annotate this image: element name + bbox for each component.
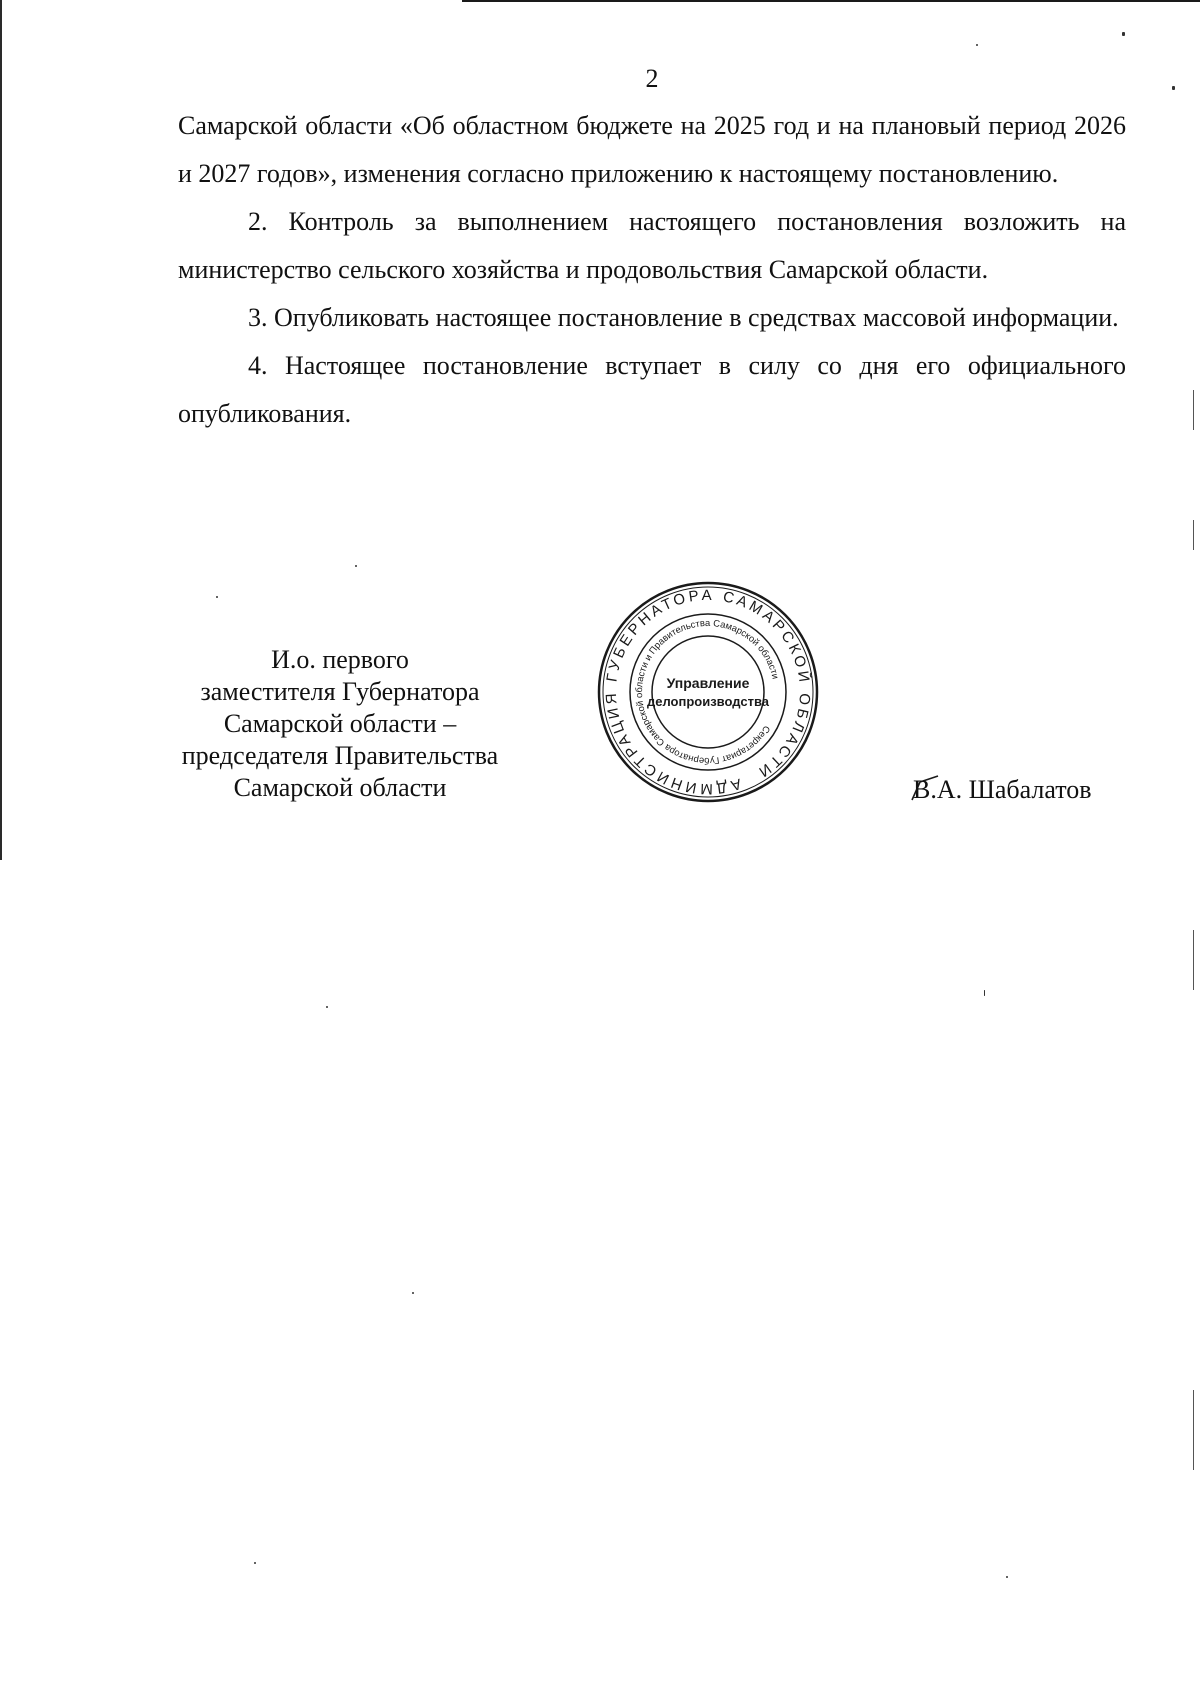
seal-outer-ring-textpath: АДМИНИСТРАЦИЯ ГУБЕРНАТОРА САМАРСКОЙ ОБЛАСТИ: [602, 586, 814, 798]
seal-inner-ring-textpath: Секретариат Губернатора Самарской области и Правительства Самарской области: [632, 616, 782, 768]
scan-edge-top: [462, 0, 1200, 2]
paragraph-continuation: Самарской области «Об областном бюджете на 2025 год и на плановый период 2026 и 2027 годов», изменения согласно приложению к настоящему постановлению.: [178, 111, 1126, 188]
scan-speck: [412, 1292, 414, 1294]
document-body: [178, 102, 1126, 438]
paragraph-4: 4. Настоящее постановление вступает в силу со дня его официального опубликования.: [178, 351, 1126, 428]
signer-name: В.А. Шабалатов: [913, 775, 1092, 804]
paragraph-3: 3. Опубликовать настоящее постановление в средствах массовой информации.: [248, 303, 1119, 332]
scan-speck: [216, 596, 218, 598]
scan-edge-right-4: [1193, 1390, 1194, 1470]
signatory-position-line: заместителя Губернатора: [200, 677, 480, 706]
signatory-position-line: Самарской области –: [223, 709, 457, 738]
seal-center-line-1: Управление: [666, 675, 750, 691]
official-seal: [596, 580, 820, 804]
page-number: 2: [645, 64, 659, 93]
scan-edge-left: [0, 0, 2, 860]
scan-edge-right-3: [1193, 930, 1194, 990]
scan-edge-right-2: [1193, 520, 1194, 550]
scan-speck: [326, 1006, 328, 1008]
paragraph-2: 2. Контроль за выполнением настоящего постановления возложить на министерство сельского хозяйства и продовольствия Самарской области.: [178, 207, 1126, 284]
scan-speck: [1122, 32, 1125, 36]
scan-edge-right-1: [1193, 390, 1194, 430]
scan-speck: [1006, 1576, 1008, 1578]
seal-center-line-2: делопроизводства: [646, 694, 770, 709]
signatory-position: [150, 644, 530, 804]
seal-inner-border: [652, 636, 764, 748]
scan-speck: [254, 1562, 256, 1564]
seal-inner-ring-text: [633, 617, 782, 767]
scan-speck: [976, 44, 978, 46]
signatory-position-line: председателя Правительства: [181, 741, 499, 770]
scan-speck: [984, 990, 985, 996]
scan-speck: [355, 565, 357, 567]
seal-middle-border: [630, 614, 786, 770]
signatory-position-line: И.о. первого: [271, 645, 409, 674]
signatory-position-line: Самарской области: [233, 773, 447, 802]
seal-outer-border: [599, 583, 817, 801]
